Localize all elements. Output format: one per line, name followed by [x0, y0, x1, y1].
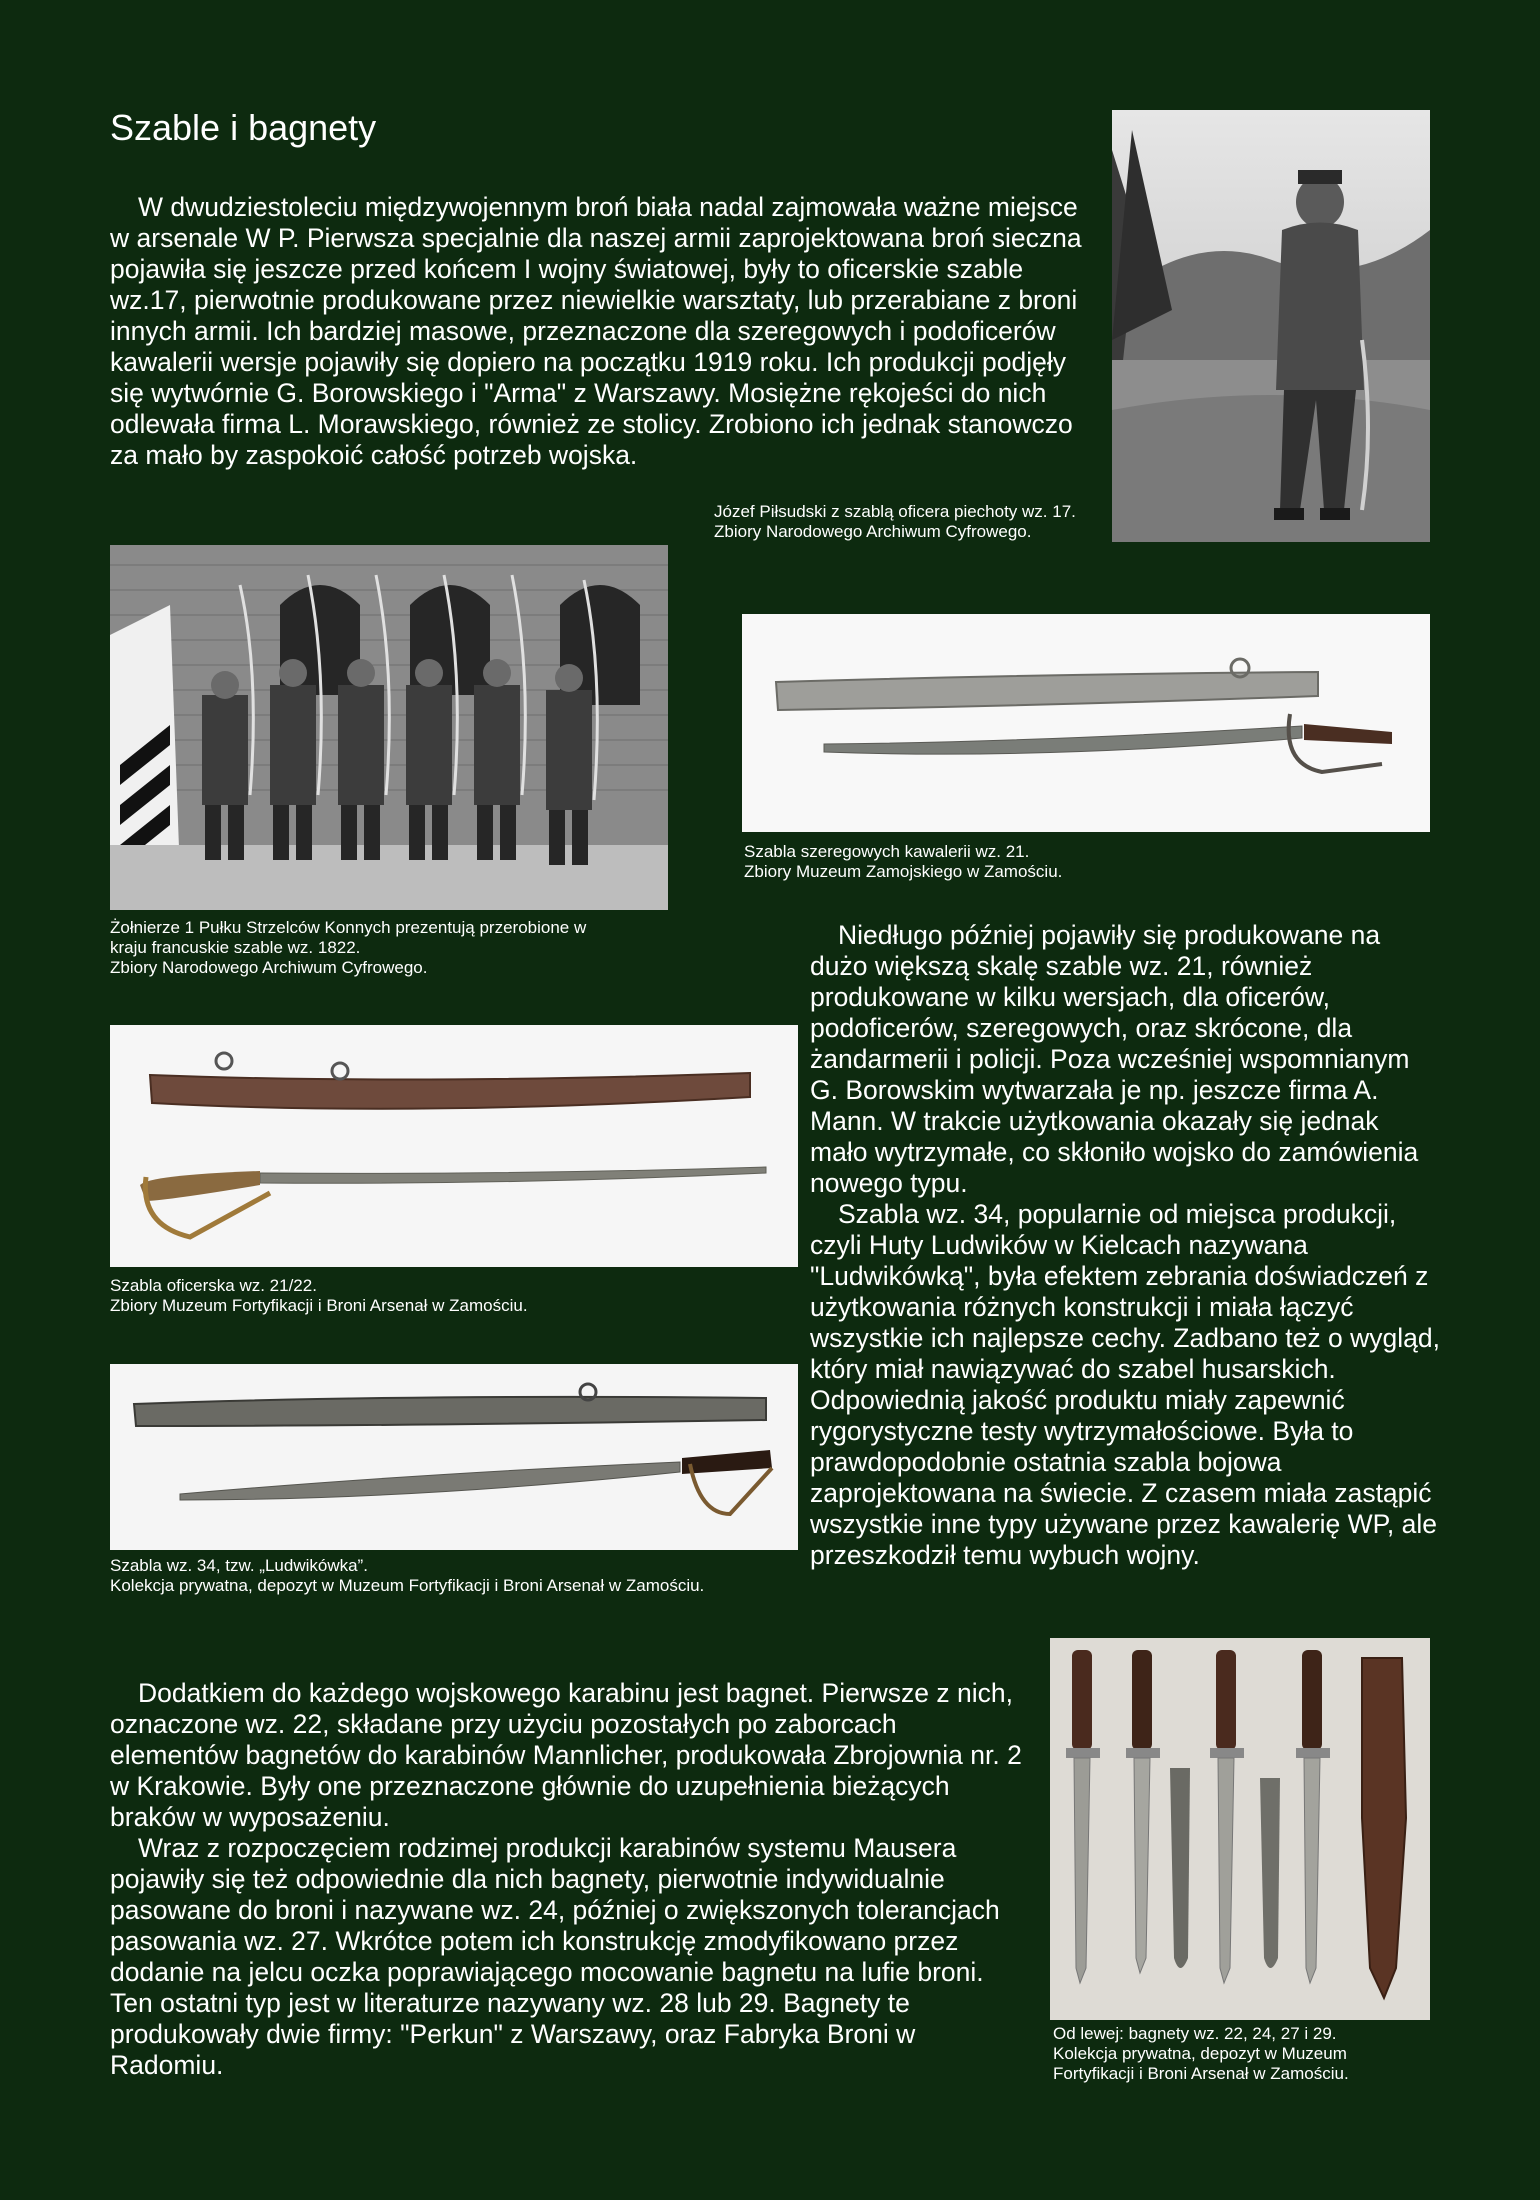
sabre-paragraphs: Niedługo później pojawiły się produkowane na dużo większą skalę szable wz. 21, również produkowane w kilku wersjach, dla oficerów, podoficerów, szeregowych, oraz skrócone, dla żandarmerii i policji. Poza wcześniej wspomnianym G. Borowskim wytwarzała je np. jeszcze firma A. Mann. W trakcie użytkowania okazały się jednak mało wytrzymałe, co skłoniło wojsko do zamówienia nowego typu. Szabla wz. 34, popularnie od miejsca produkcji, czyli Huty Ludwików w Kielcach nazywana "Ludwikówką", była efektem zebrania doświadczeń z użytkowania różnych konstrukcji i miała łączyć wszystkie ich najlepsze cechy. Zadbano też o wygląd, który miał nawiązywać do szabel husarskich. Odpowiednią jakość produktu miały zapewnić rygorystyczne testy wytrzymałościowe. Była to prawdopodobnie ostatnia szabla bojowa zaprojektowana na świecie. Z czasem miała zastąpić wszystkie inne typy używane przez kawalerię WP, ale przeszkodził temu wybuch wojny.	[810, 920, 1440, 1570]
bayonet-paragraphs: Dodatkiem do każdego wojskowego karabinu jest bagnet. Pierwsze z nich, oznaczone wz. 22, składane przy użyciu pozostałych po zaborcach elementów bagnetów do karabinów Mannlicher, produkowała Zbrojownia nr. 2 w Krakowie. Były one przeznaczone głównie do uzupełnienia bieżących braków w wyposażeniu. Wraz z rozpoczęciem rodzimej produkcji karabinów systemu Mausera pojawiły się też odpowiednie dla nich bagnety, pierwotnie indywidualnie pasowane do broni i nazywane wz. 24, później o zwiększonych tolerancjach pasowania wz. 27. Wkrótce potem ich konstrukcję zmodyfikowano przez dodanie na jelcu oczka poprawiającego mocowanie bagnetu na lufie broni. Ten ostatni typ jest w literaturze nazywany wz. 28 lub 29. Bagnety te produkowały dwie firmy: "Perkun" z Warszawy, oraz Fabryka Broni w Radomiu.	[110, 1678, 1022, 2080]
photo-bayonets	[1050, 1638, 1430, 2020]
intro-paragraph: W dwudziestoleciu międzywojennym broń biała nadal zajmowała ważne miejsce w arsenale W P. Pierwsza specjalnie dla naszej armii zaprojektowana broń sieczna pojawiła się jeszcze przed końcem I wojny światowej, były to oficerskie szable wz.17, pierwotnie produkowane przez niewielkie warsztaty, lub przerabiane z broni innych armii. Ich bardziej masowe, przeznaczone dla szeregowych i podoficerów kawalerii wersje pojawiły się dopiero na początku 1919 roku. Ich produkcji podjęły się wytwórnie G. Borowskiego i "Arma" z Warszawy. Mosiężne rękojeści do nich odlewała firma L. Morawskiego, również ze stolicy. Zrobiono ich jednak stanowczo za mało by zaspokoić całość potrzeb wojska.	[110, 192, 1082, 470]
caption-soldiers: Żołnierze 1 Pułku Strzelców Konnych prezentują przerobione w kraju francuskie szable wz. 1822. Zbiory Narodowego Archiwum Cyfrowego.	[110, 918, 587, 977]
caption-pilsudski: Józef Piłsudski z szablą oficera piechoty wz. 17. Zbiory Narodowego Archiwum Cyfrowego.	[714, 502, 1076, 541]
photo-sabre-wz2122	[110, 1025, 798, 1267]
photo-sabre-wz21	[742, 614, 1430, 832]
caption-sabre-wz2122: Szabla oficerska wz. 21/22. Zbiory Muzeum Fortyfikacji i Broni Arsenał w Zamościu.	[110, 1276, 528, 1315]
page-title: Szable i bagnety	[110, 107, 377, 148]
caption-bayonets: Od lewej: bagnety wz. 22, 24, 27 i 29. Kolekcja prywatna, depozyt w Muzeum Fortyfikacji i Broni Arsenał w Zamościu.	[1053, 2024, 1349, 2083]
caption-sabre-wz34: Szabla wz. 34, tzw. „Ludwikówka”. Kolekcja prywatna, depozyt w Muzeum Fortyfikacji i Broni Arsenał w Zamościu.	[110, 1556, 705, 1595]
caption-sabre-wz21: Szabla szeregowych kawalerii wz. 21. Zbiory Muzeum Zamojskiego w Zamościu.	[744, 842, 1063, 881]
photo-soldiers	[110, 545, 668, 910]
photo-sabre-wz34	[110, 1364, 798, 1550]
photo-pilsudski	[1112, 110, 1430, 542]
